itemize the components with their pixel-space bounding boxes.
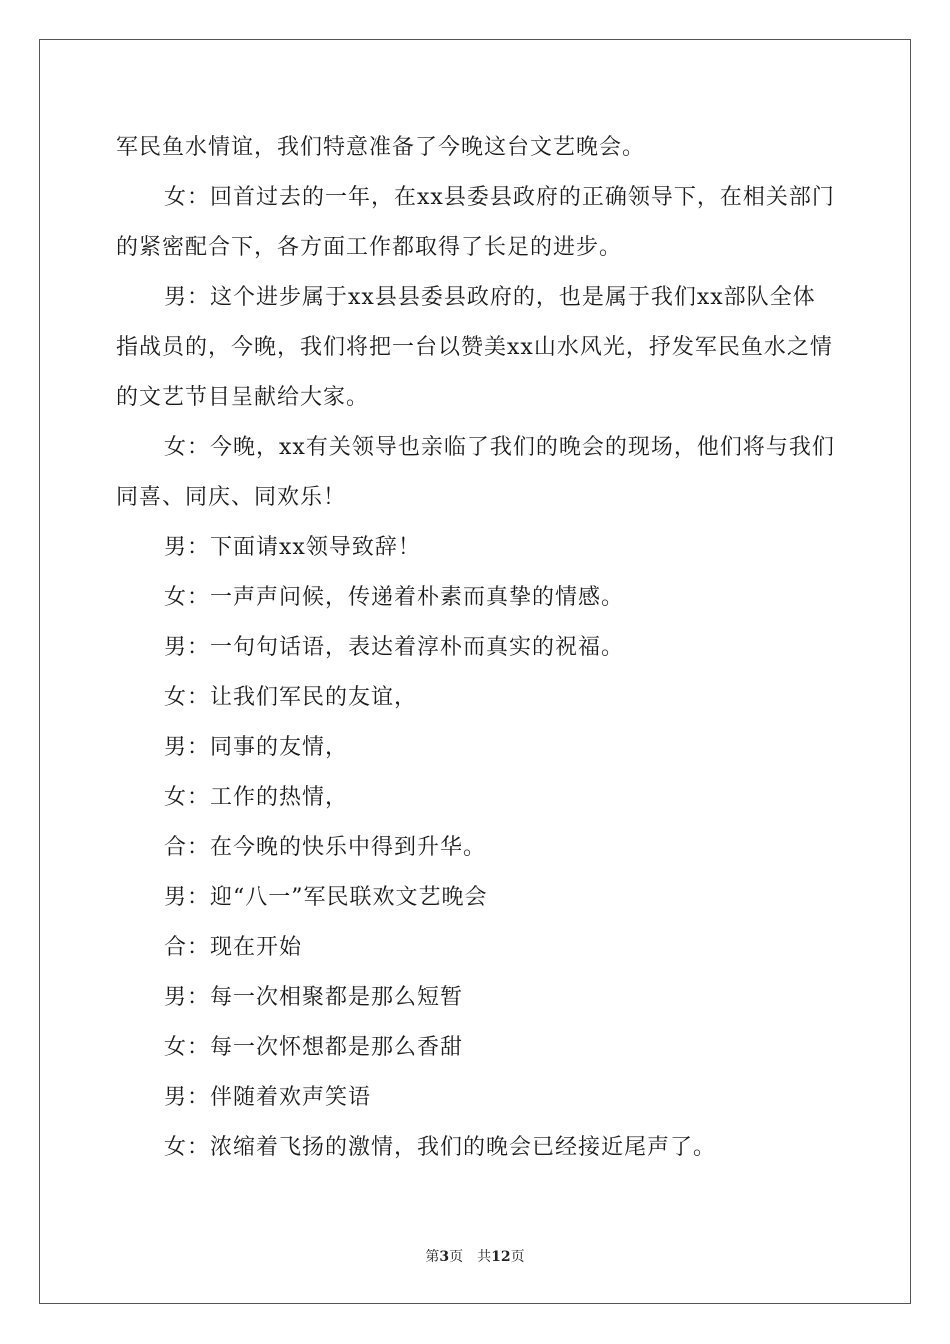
paragraph: 男：每一次相聚都是那么短暂 [164,985,464,1010]
paragraph: 女：工作的热情， [164,785,349,810]
paragraph: 女：浓缩着飞扬的激情，我们的晚会已经接近尾声了。 [164,1135,717,1160]
page-number-prefix: 第 [425,1249,440,1265]
paragraph: 女：今晚，xx有关领导也亲临了我们的晚会的现场，他们将与我们同喜、同庆、同欢乐！ [116,435,835,510]
paragraph: 男：一句句话语，表达着淳朴而真实的祝福。 [164,635,625,660]
paragraph-continuation: 军民鱼水情谊，我们特意准备了今晚这台文艺晚会。 [116,135,646,160]
page-number-current: 3 [439,1249,450,1265]
document-body [116,123,838,1173]
page-number-suffix: 页 [449,1249,464,1265]
paragraph: 合：在今晚的快乐中得到升华。 [164,835,487,860]
paragraph: 女：每一次怀想都是那么香甜 [164,1035,464,1060]
paragraph: 男：伴随着欢声笑语 [164,1085,372,1110]
paragraph: 男：这个进步属于xx县县委县政府的，也是属于我们xx部队全体指战员的，今晚，我们将把一台以赞美xx山水风光，抒发军民鱼水之情的文艺节目呈献给大家。 [116,285,833,410]
page-total-suffix: 页 [510,1249,525,1265]
paragraph: 男：下面请xx领导致辞！ [164,535,421,560]
paragraph: 女：一声声问候，传递着朴素而真挚的情感。 [164,585,625,610]
paragraph: 男：同事的友情， [164,735,349,760]
paragraph: 合：现在开始 [164,935,303,960]
paragraph: 女：回首过去的一年，在xx县委县政府的正确领导下，在相关部门的紧密配合下，各方面工作都取得了长足的进步。 [116,185,835,260]
page-footer [0,1248,950,1266]
page-total-count: 12 [491,1249,511,1265]
page-total-prefix: 共 [477,1249,492,1265]
paragraph: 男：迎“八一”军民联欢文艺晚会 [164,885,488,910]
paragraph: 女：让我们军民的友谊， [164,685,418,710]
